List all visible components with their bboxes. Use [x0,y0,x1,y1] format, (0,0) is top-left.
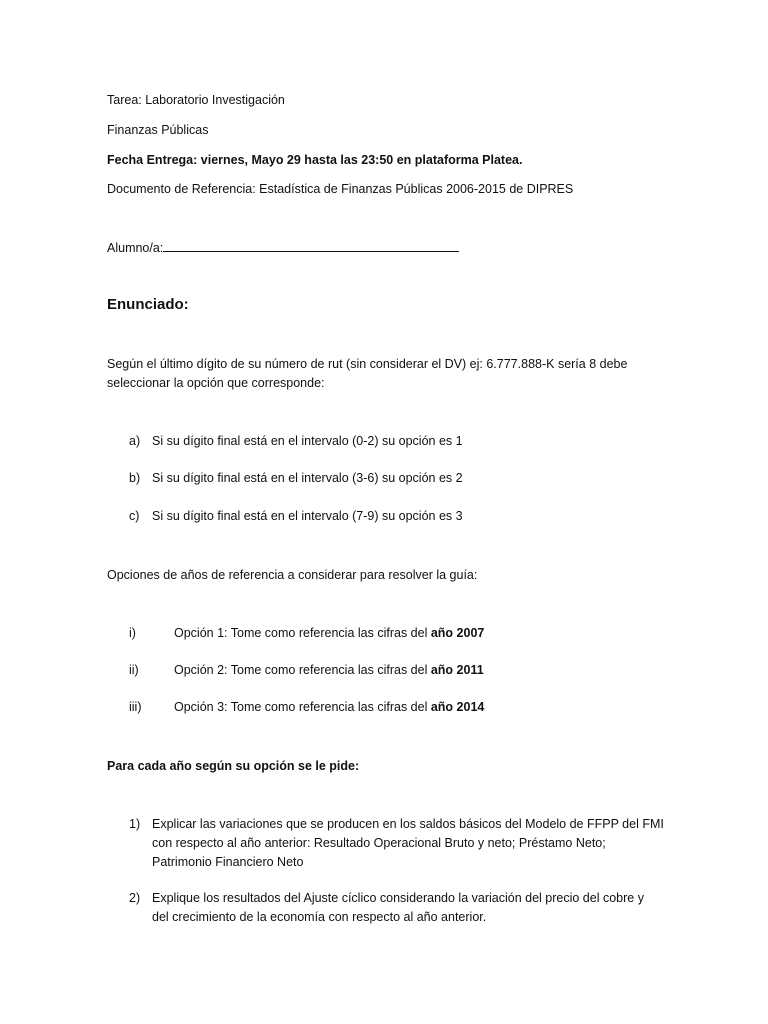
list-marker: b) [129,471,141,485]
option-text: Opción 2: Tome como referencia las cifras del [174,663,431,677]
list-item-text: Si su dígito final está en el intervalo (7-9) su opción es 3 [152,509,463,523]
due-date: Fecha Entrega: viernes, Mayo 29 hasta las 23:50 en plataforma Platea. [107,153,523,167]
list-item-text [174,624,484,643]
intro-line-1: Según el último dígito de su número de rut (sin considerar el DV) ej: 6.777.888-K sería 8 debe [107,357,628,371]
option-text: Opción 3: Tome como referencia las cifras del [174,700,431,714]
reference-document: Documento de Referencia: Estadística de Finanzas Públicas 2006-2015 de DIPRES [107,182,574,196]
course-name: Finanzas Públicas [107,123,209,137]
intro-line-2: seleccionar la opción que corresponde: [107,376,325,390]
section-heading-enunciado: Enunciado: [107,296,189,313]
task-line: Patrimonio Financiero Neto [152,855,304,869]
task-line: del crecimiento de la economía con respecto al año anterior. [152,910,487,924]
list-item-text: Si su dígito final está en el intervalo (3-6) su opción es 2 [152,471,463,485]
task-line: Explique los resultados del Ajuste cíclico considerando la variación del precio del cobre y [152,891,644,905]
list-marker: ii) [129,663,139,677]
student-name-blank [163,238,459,252]
tasks-heading: Para cada año según su opción se le pide: [107,759,360,773]
list-marker: 1) [129,817,141,831]
years-intro: Opciones de años de referencia a considerar para resolver la guía: [107,568,478,582]
option-text: Opción 1: Tome como referencia las cifras del [174,626,431,640]
list-item-text: Si su dígito final está en el intervalo (0-2) su opción es 1 [152,434,463,448]
list-marker: iii) [129,700,142,714]
student-name-field [107,238,459,257]
list-item-text [174,661,484,680]
list-marker: c) [129,509,140,523]
list-item-text [174,698,484,717]
option-year: año 2011 [430,663,484,677]
list-marker: i) [129,626,136,640]
option-year: año 2014 [430,700,485,714]
task-line: con respecto al año anterior: Resultado Operacional Bruto y neto; Préstamo Neto; [152,836,606,850]
task-line: Explicar las variaciones que se producen en los saldos básicos del Modelo de FFPP del FMI [152,817,664,831]
student-label: Alumno/a: [107,241,164,255]
list-marker: 2) [129,891,141,905]
option-year: año 2007 [430,626,485,640]
list-marker: a) [129,434,141,448]
task-title: Tarea: Laboratorio Investigación [107,93,285,107]
